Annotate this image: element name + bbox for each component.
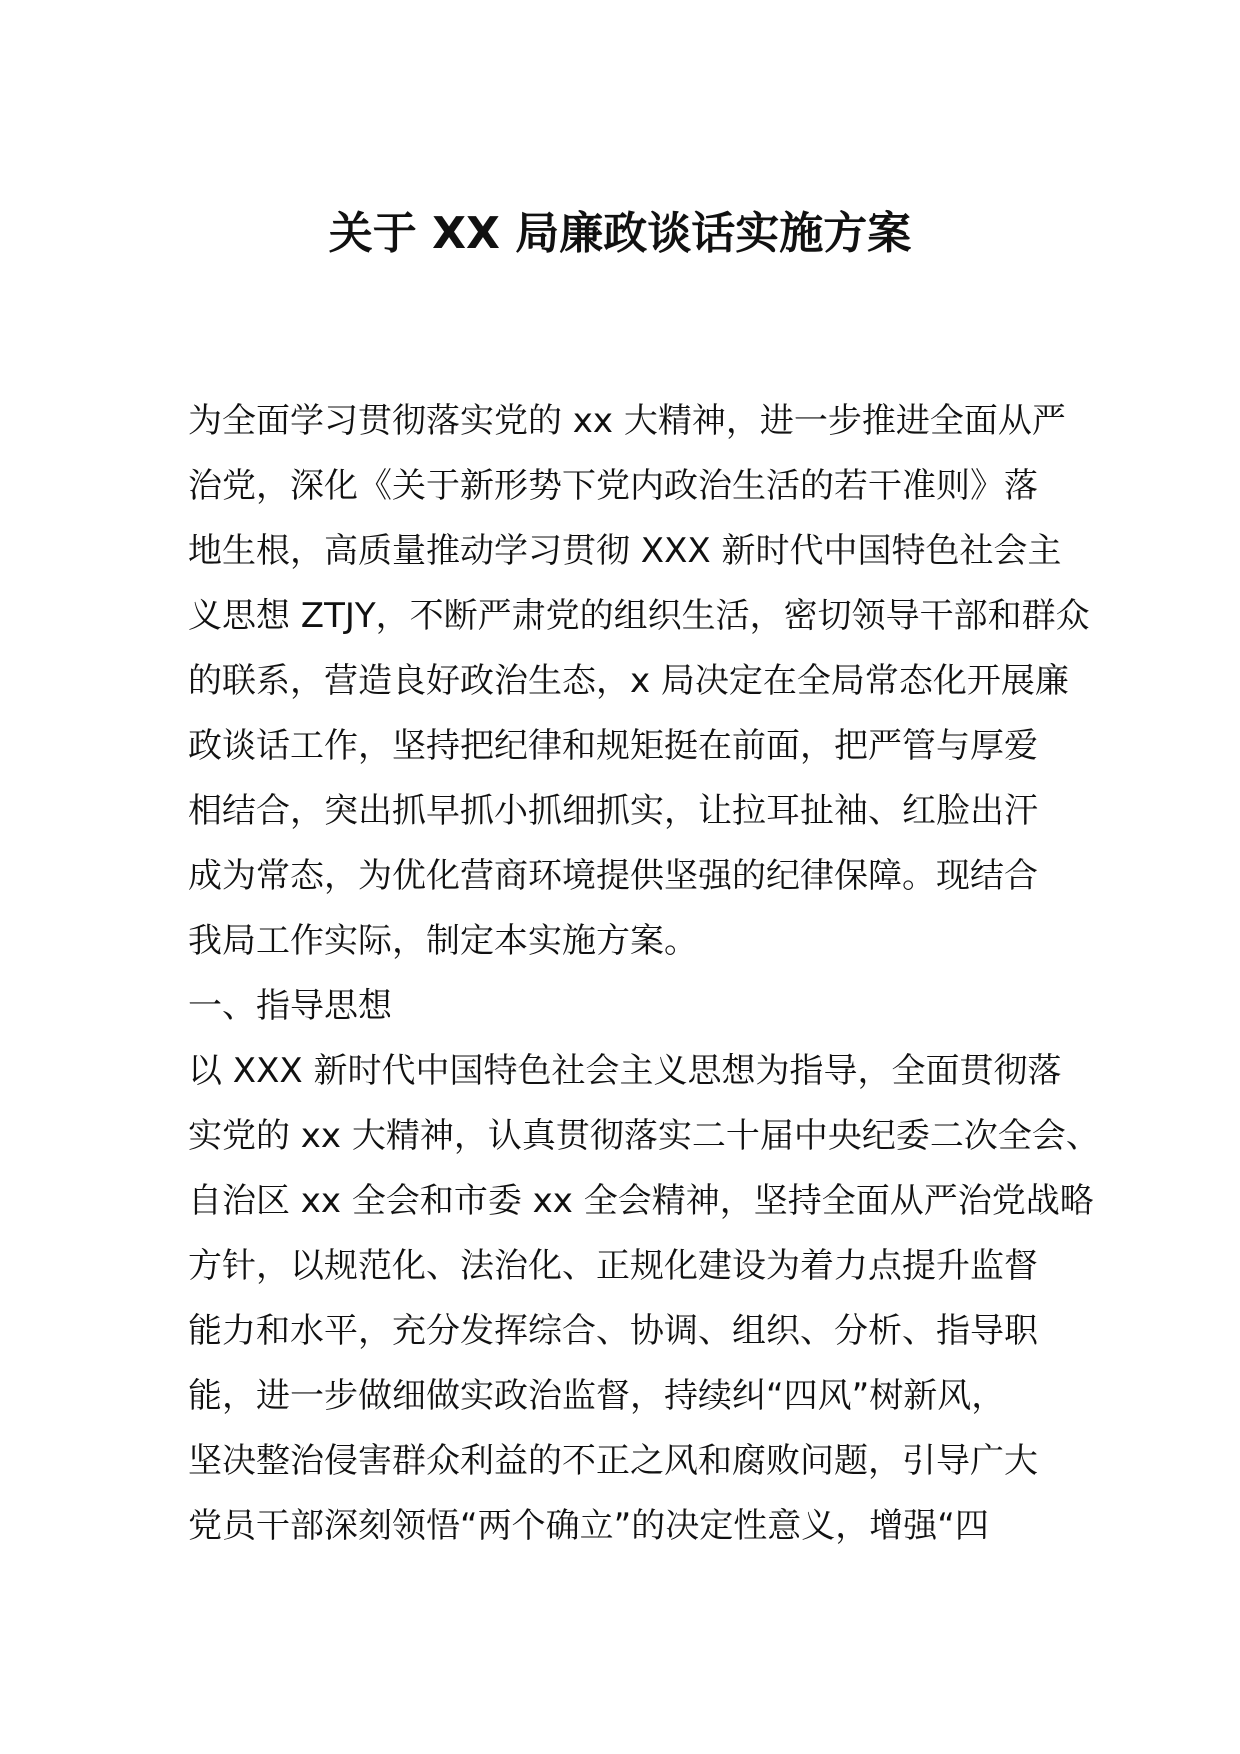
- document-body: [188, 389, 1100, 1559]
- body-line: 方针，以规范化、法治化、正规化建设为着力点提升监督: [188, 1246, 1038, 1286]
- body-line: 义思想 ZTJY，不断严肃党的组织生活，密切领导干部和群众: [188, 596, 1090, 636]
- body-line: 我局工作实际，制定本实施方案。: [188, 921, 698, 961]
- body-line: 成为常态，为优化营商环境提供坚强的纪律保障。现结合: [188, 856, 1038, 896]
- body-line: 地生根，高质量推动学习贯彻 XXX 新时代中国特色社会主: [188, 531, 1062, 571]
- section-heading: 一、指导思想: [188, 986, 392, 1026]
- body-line: 为全面学习贯彻落实党的 xx 大精神，进一步推进全面从严: [188, 401, 1066, 441]
- body-line: 实党的 xx 大精神，认真贯彻落实二十届中央纪委二次全会、: [188, 1116, 1100, 1156]
- body-line: 党员干部深刻领悟“两个确立”的决定性意义，增强“四: [188, 1506, 989, 1546]
- body-line: 坚决整治侵害群众利益的不正之风和腐败问题，引导广大: [188, 1441, 1038, 1481]
- body-line: 的联系，营造良好政治生态，x 局决定在全局常态化开展廉: [188, 661, 1069, 701]
- body-line: 政谈话工作，坚持把纪律和规矩挺在前面，把严管与厚爱: [188, 726, 1038, 766]
- body-line: 以 XXX 新时代中国特色社会主义思想为指导，全面贯彻落: [188, 1051, 1062, 1091]
- body-line: 自治区 xx 全会和市委 xx 全会精神，坚持全面从严治党战略: [188, 1181, 1094, 1221]
- document-title: 关于 XX 局廉政谈话实施方案: [328, 208, 912, 259]
- body-line: 治党，深化《关于新形势下党内政治生活的若干准则》落: [188, 466, 1038, 506]
- body-line: 能力和水平，充分发挥综合、协调、组织、分析、指导职: [188, 1311, 1038, 1351]
- body-line: 相结合，突出抓早抓小抓细抓实，让拉耳扯袖、红脸出汗: [188, 791, 1038, 831]
- body-line: 能，进一步做细做实政治监督，持续纠“四风”树新风，: [188, 1376, 1006, 1416]
